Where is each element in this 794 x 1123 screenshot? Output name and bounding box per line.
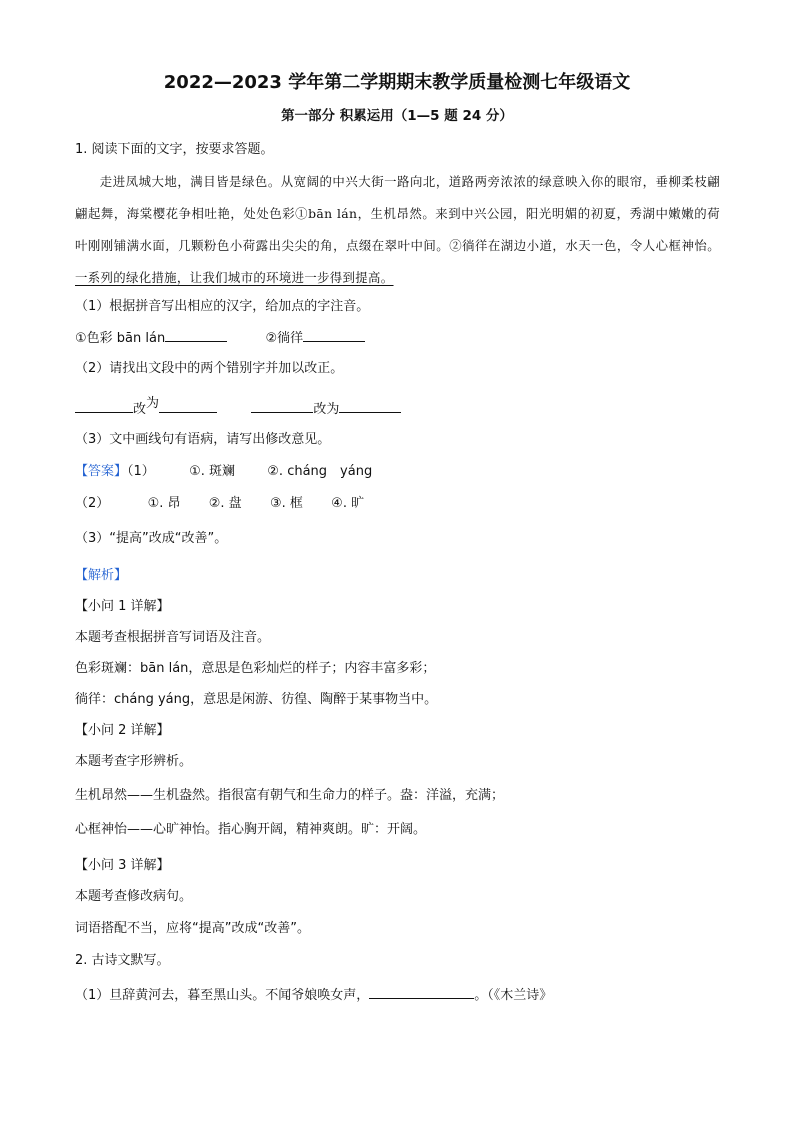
answer-blank[interactable] xyxy=(165,329,227,342)
answer-part-2 xyxy=(75,495,364,513)
answer-blank[interactable] xyxy=(75,400,133,413)
q1-sub1-item-a: ①色彩 bān lán xyxy=(75,331,166,346)
analysis-text: 本题考查根据拼音写词语及注音。 xyxy=(75,630,271,645)
q1-sub2-prompt: （2）请找出文段中的两个错别字并加以改正。 xyxy=(75,361,344,376)
q1-sub3-prompt: （3）文中画线句有语病，请写出修改意见。 xyxy=(75,432,331,447)
q1-sub1-item-b: ②徜徉 xyxy=(265,331,304,346)
analysis-text: 色彩斑斓：bān lán，意思是色彩灿烂的样子；内容丰富多彩； xyxy=(75,661,436,676)
answer-option: ②. cháng yáng xyxy=(267,464,373,479)
q2-sub1 xyxy=(75,986,552,1005)
q1-sub2-blanks xyxy=(75,396,401,419)
answer-label: 【答案】 xyxy=(75,464,128,479)
q2-sub1-tail: 。（《木兰诗》 xyxy=(474,988,553,1003)
change-label: 改为 xyxy=(313,402,340,417)
answer-part-1 xyxy=(75,463,372,481)
section-heading: 第一部分 积累运用（1—5 题 24 分） xyxy=(281,108,513,124)
reading-passage xyxy=(75,166,720,294)
analysis-text: 词语搭配不当，应将“提高”改成“改善”。 xyxy=(75,921,310,936)
answer-part-num: （2） xyxy=(75,496,110,511)
answer-option: ①. 昂 xyxy=(147,496,181,511)
passage-text: 走进凤城大地，满目皆是绿色。从宽阔的中兴大街一路向北，道路两旁浓浓的绿意映入你的眼帘，垂柳柔枝翩翩起舞，海棠樱花争相吐艳，处处色彩①bān lán，生机昂然。来到中兴公园，阳光明媚的初夏，秀湖中嫩嫩的荷叶刚刚铺满水面，几颗粉色小荷露出尖尖的角，点缀在翠叶中间。②徜徉在湖边小道，水天一色，令人心框神怡。 xyxy=(75,174,720,253)
answer-option: ①. 斑斓 xyxy=(189,464,235,479)
question-1-stem: 1. 阅读下面的文字，按要求答题。 xyxy=(75,142,274,157)
passage-underlined-sentence: 一系列的绿化措施，让我们城市的环境进一步得到提高。 xyxy=(75,270,394,285)
analysis-label: 【解析】 xyxy=(75,568,128,583)
answer-blank[interactable] xyxy=(303,329,365,342)
analysis-text: 心框神怡——心旷神怡。指心胸开阔，精神爽朗。旷：开阔。 xyxy=(75,822,427,837)
answer-blank[interactable] xyxy=(251,400,313,413)
analysis-sub3-heading: 【小问 3 详解】 xyxy=(75,858,170,873)
change-label: 改 xyxy=(133,402,147,417)
q2-sub1-text: （1）旦辞黄河去，暮至黑山头。不闻爷娘唤女声， xyxy=(75,988,370,1003)
answer-blank[interactable] xyxy=(339,400,401,413)
question-2-stem: 2. 古诗文默写。 xyxy=(75,953,170,968)
q1-sub1-items xyxy=(75,329,365,348)
analysis-text: 本题考查修改病句。 xyxy=(75,889,193,904)
analysis-sub1-heading: 【小问 1 详解】 xyxy=(75,599,170,614)
analysis-text: 徜徉：cháng yáng，意思是闲游、彷徨、陶醉于某事物当中。 xyxy=(75,692,438,707)
exam-title: 2022—2023 学年第二学期期末教学质量检测七年级语文 xyxy=(163,72,631,93)
answer-blank[interactable] xyxy=(159,400,217,413)
q1-sub1-prompt: （1）根据拼音写出相应的汉字，给加点的字注音。 xyxy=(75,299,370,314)
analysis-text: 生机昂然——生机盎然。指很富有朝气和生命力的样子。盎：洋溢，充满； xyxy=(75,788,505,803)
answer-option: ③. 框 xyxy=(269,496,303,511)
answer-part-3: （3）“提高”改成“改善”。 xyxy=(75,531,228,546)
answer-option: ②. 盘 xyxy=(208,496,242,511)
answer-part-num: （1） xyxy=(127,464,155,479)
analysis-sub2-heading: 【小问 2 详解】 xyxy=(75,723,170,738)
change-label-sup: 为 xyxy=(146,396,160,411)
answer-blank[interactable] xyxy=(369,986,474,999)
answer-option: ④. 旷 xyxy=(331,496,365,511)
analysis-text: 本题考查字形辨析。 xyxy=(75,754,193,769)
